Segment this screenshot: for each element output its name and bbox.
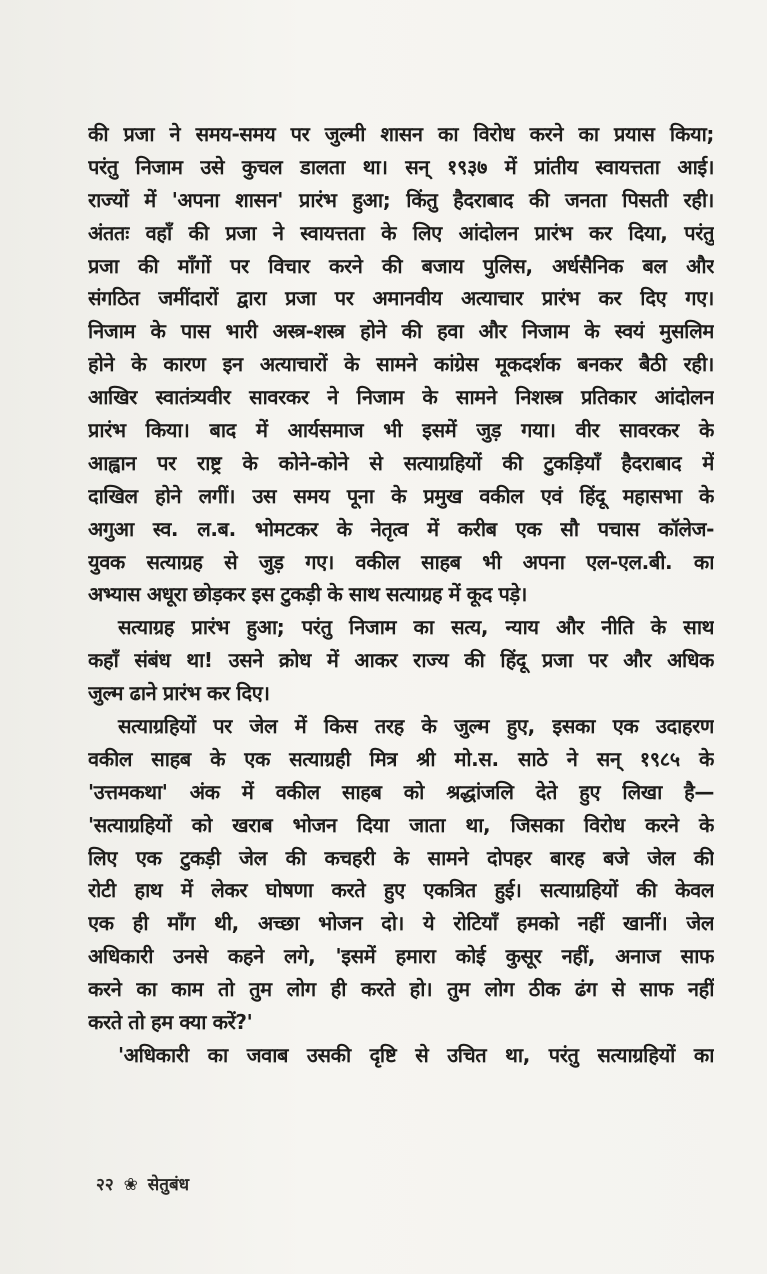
text-line: 'सत्याग्रहियों को खराब भोजन दिया जाता था, जिसका विरोध करने के <box>88 812 714 837</box>
text-line: आह्वान पर राष्ट्र के कोने-कोने से सत्याग्रहियों की टुकड़ियाँ हैदराबाद में <box>88 450 714 475</box>
text-line: अधिकारी उनसे कहने लगे, 'इसमें हमारा कोई कुसूर नहीं, अनाज साफ <box>88 944 714 969</box>
text-line: वकील साहब के एक सत्याग्रही मित्र श्री मो.स. साठे ने सन् १९८५ के <box>88 746 714 771</box>
text-line: सत्याग्रह प्रारंभ हुआ; परंतु निजाम का सत्य, न्याय और नीति के साथ <box>118 615 714 640</box>
text-line: जुल्म ढाने प्रारंभ कर दिए। <box>88 681 270 706</box>
text-line: लिए एक टुकड़ी जेल की कचहरी के सामने दोपहर बारह बजे जेल की <box>88 845 714 870</box>
flower-ornament-icon: ❀ <box>123 1175 138 1195</box>
text-line: संगठित जमींदारों द्वारा प्रजा पर अमानवीय अत्याचार प्रारंभ कर दिए गए। <box>88 286 714 311</box>
text-line: सत्याग्रहियों पर जेल में किस तरह के जुल्म हुए, इसका एक उदाहरण <box>118 714 714 739</box>
text-line: करते तो हम क्या करें?' <box>88 1010 253 1035</box>
text-line: की प्रजा ने समय-समय पर जुल्मी शासन का विरोध करने का प्रयास किया; <box>88 122 714 146</box>
text-line: अंततः वहाँ की प्रजा ने स्वायत्तता के लिए आंदोलन प्रारंभ कर दिया, परंतु <box>88 220 714 245</box>
text-line: 'उत्तमकथा' अंक में वकील साहब को श्रद्धांजलि देते हुए लिखा है— <box>88 779 714 804</box>
page-footer <box>96 1172 189 1195</box>
text-line: रोटी हाथ में लेकर घोषणा करते हुए एकत्रित हुई। सत्याग्रहियों की केवल <box>88 878 714 903</box>
text-line: अगुआ स्व. ल.ब. भोमटकर के नेतृत्व में करीब एक सौ पचास कॉलेज- <box>88 516 714 541</box>
text-line: राज्यों में 'अपना शासन' प्रारंभ हुआ; किंतु हैदराबाद की जनता पिसती रही। <box>88 187 714 212</box>
text-line: प्रारंभ किया। बाद में आर्यसमाज भी इसमें जुड़ गया। वीर सावरकर के <box>88 418 714 443</box>
text-line: 'अधिकारी का जवाब उसकी दृष्टि से उचित था, परंतु सत्याग्रहियों का <box>118 1042 714 1067</box>
text-line: युवक सत्याग्रह से जुड़ गए। वकील साहब भी अपना एल-एल.बी. का <box>88 549 714 574</box>
body-text <box>88 118 714 1072</box>
book-title: सेतुबंध <box>147 1175 190 1195</box>
text-line: कहाँ संबंध था! उसने क्रोध में आकर राज्य की हिंदू प्रजा पर और अधिक <box>88 648 714 673</box>
text-line: दाखिल होने लगीं। उस समय पूना के प्रमुख वकील एवं हिंदू महासभा के <box>88 483 714 508</box>
text-line: एक ही माँग थी, अच्छा भोजन दो। ये रोटियाँ हमको नहीं खानीं। जेल <box>88 911 714 936</box>
text-line: प्रजा की माँगों पर विचार करने की बजाय पुलिस, अर्धसैनिक बल और <box>88 253 714 278</box>
text-line: करने का काम तो तुम लोग ही करते हो। तुम लोग ठीक ढंग से साफ नहीं <box>88 977 714 1002</box>
page-number: २२ <box>96 1175 114 1195</box>
text-line: आखिर स्वातंत्र्यवीर सावरकर ने निजाम के सामने निशस्त्र प्रतिकार आंदोलन <box>88 385 714 410</box>
text-line: होने के कारण इन अत्याचारों के सामने कांग्रेस मूकदर्शक बनकर बैठी रही। <box>88 352 714 377</box>
text-line: अभ्यास अधूरा छोड़कर इस टुकड़ी के साथ सत्याग्रह में कूद पड़े। <box>88 582 527 607</box>
text-line: परंतु निजाम उसे कुचल डालता था। सन् १९३७ में प्रांतीय स्वायत्तता आई। <box>88 154 714 179</box>
text-line: निजाम के पास भारी अस्त्र-शस्त्र होने की हवा और निजाम के स्वयं मुसलिम <box>88 319 714 344</box>
